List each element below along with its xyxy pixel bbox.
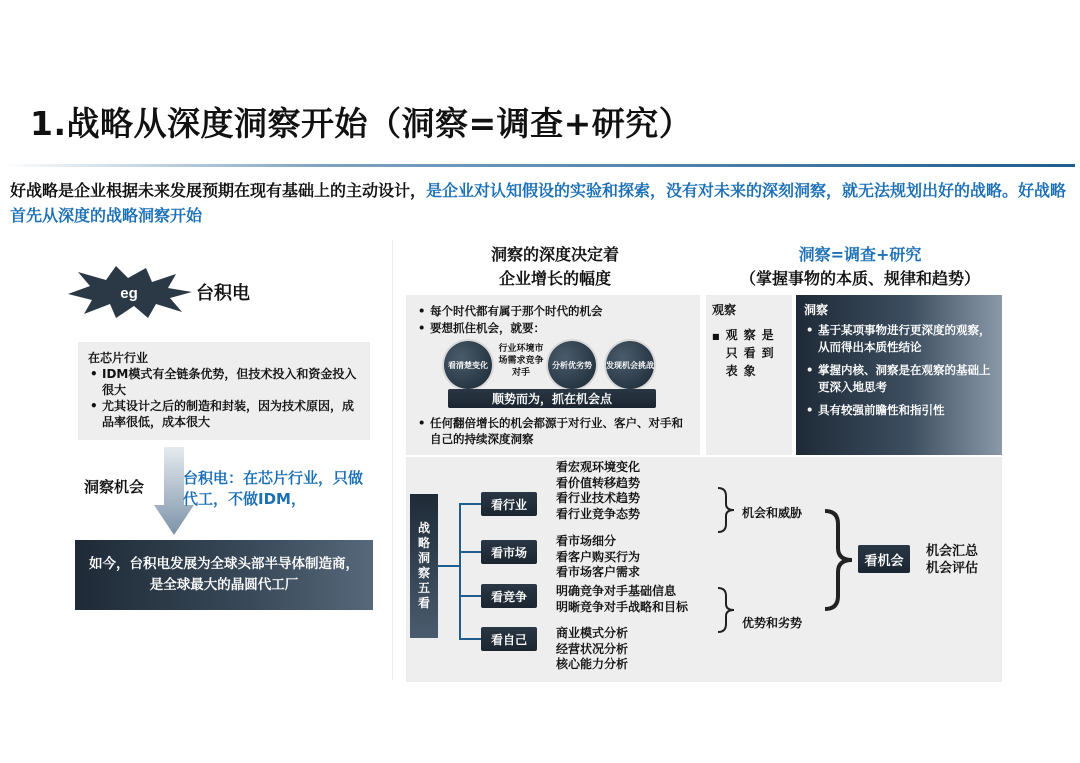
middle-heading-line1: 洞察的深度决定着 bbox=[490, 245, 619, 264]
list-item: 明晰竞争对手战略和目标 bbox=[556, 599, 689, 614]
observe-box bbox=[706, 295, 792, 455]
brace-icon bbox=[716, 586, 736, 634]
middle-bullets-bottom bbox=[416, 415, 694, 447]
circle-analyze: 分析优劣势 bbox=[548, 341, 596, 389]
chip-title: 在芯片行业 bbox=[88, 351, 149, 365]
summary-item: 机会汇总 bbox=[926, 544, 979, 559]
connector-line bbox=[459, 551, 481, 553]
look-opportunity-box: 看机会 bbox=[858, 545, 910, 573]
circle-discover: 发现机会挑战 bbox=[606, 341, 654, 389]
chip-industry-box bbox=[78, 342, 370, 440]
square-bullet-icon: ■ bbox=[712, 332, 720, 341]
category-self: 看自己 bbox=[481, 627, 537, 651]
page-title: 1.战略从深度洞察开始（洞察=调查+研究） bbox=[30, 104, 693, 143]
list-item: 看市场客户需求 bbox=[556, 565, 641, 579]
list-item: 经营状况分析 bbox=[556, 641, 629, 656]
insight-item: • 具有较强前瞻性和指引性 bbox=[804, 402, 994, 419]
seize-opportunity-bar: 顺势而为，抓在机会点 bbox=[448, 389, 656, 408]
competition-items bbox=[556, 584, 688, 615]
eg-starburst-icon bbox=[64, 264, 194, 320]
connector-line bbox=[438, 565, 460, 567]
large-brace-icon bbox=[822, 508, 856, 612]
insight-item: • 基于某项事物进行更深度的观察，从而得出本质性结论 bbox=[804, 322, 994, 356]
result-box: 如今，台积电发展为全球头部半导体制造商，是全球最大的晶圆代工厂 bbox=[75, 540, 373, 610]
list-item: 看行业技术趋势 bbox=[556, 491, 641, 505]
intro-paragraph bbox=[10, 178, 1070, 228]
column-divider bbox=[392, 240, 393, 680]
self-items bbox=[556, 626, 628, 673]
middle-bullet: • 要想抓住机会，就要： bbox=[416, 320, 603, 337]
list-item: 商业模式分析 bbox=[556, 626, 629, 640]
list-item: 看行业竞争态势 bbox=[556, 506, 641, 521]
category-competition: 看竞争 bbox=[481, 584, 537, 608]
title-divider bbox=[0, 164, 1075, 167]
connector-line bbox=[459, 503, 481, 505]
connector-line bbox=[459, 503, 461, 639]
chip-item: • 尤其设计之后的制造和封装，因为技术原因，成品率很低，成本很大 bbox=[88, 398, 360, 430]
list-item: 看价值转移趋势 bbox=[556, 475, 641, 490]
right-heading-line1: 洞察=调查+研究 bbox=[798, 245, 922, 264]
list-item: 看客户购买行为 bbox=[556, 549, 641, 564]
right-heading-line2: （掌握事物的本质、规律和趋势） bbox=[739, 269, 980, 288]
brace-icon bbox=[716, 486, 736, 534]
category-industry: 看行业 bbox=[481, 492, 537, 516]
middle-bullets-top bbox=[416, 303, 603, 337]
insight-item: • 掌握内核、洞察是在观察的基础上更深入地思考 bbox=[804, 362, 994, 396]
strength-weakness-label: 优势和劣势 bbox=[742, 616, 803, 630]
list-item: 核心能力分析 bbox=[556, 657, 629, 671]
intro-part3: 好战略首先从深度的战略洞察开始 bbox=[10, 181, 1067, 225]
list-item: 看宏观环境变化 bbox=[556, 460, 641, 474]
category-market: 看市场 bbox=[481, 540, 537, 564]
middle-box bbox=[406, 295, 700, 455]
middle-bullet: • 任何翻倍增长的机会都源于对行业、客户、对手和自己的持续深度洞察 bbox=[416, 415, 694, 447]
middle-heading-line2: 企业增长的幅度 bbox=[498, 269, 611, 288]
five-looks-label: 战略洞察五看 bbox=[410, 494, 438, 638]
connector-line bbox=[459, 638, 481, 640]
middle-bullet: • 每个时代都有属于那个时代的机会 bbox=[416, 303, 603, 320]
observe-title: 观察 bbox=[712, 303, 737, 317]
company-name: 台积电 bbox=[196, 283, 250, 304]
list-item: 看市场细分 bbox=[556, 534, 617, 548]
intro-part2: 是企业对认知假设的实验和探索，没有对未来的深刻洞察，就无法规划出好的战略。 bbox=[426, 181, 1019, 200]
connector-line bbox=[459, 595, 481, 597]
middle-heading bbox=[420, 243, 690, 291]
market-items bbox=[556, 534, 640, 581]
industry-items bbox=[556, 460, 640, 522]
insight-title: 洞察 bbox=[804, 303, 829, 317]
eg-label: eg bbox=[120, 285, 138, 302]
observe-item: ■ 观察是只看到表象 bbox=[712, 328, 780, 378]
opportunity-threat-label: 机会和威胁 bbox=[742, 506, 803, 520]
insight-box bbox=[796, 295, 1002, 455]
insight-label: 洞察机会 bbox=[84, 478, 145, 496]
summary-item: 机会评估 bbox=[926, 561, 979, 576]
chip-item: • IDM模式有全链条优势，但技术投入和资金投入很大 bbox=[88, 366, 360, 398]
intro-part1: 好战略是企业根据未来发展预期在现有基础上的主动设计， bbox=[10, 181, 427, 200]
circle-see-change: 看清楚变化 bbox=[444, 341, 492, 389]
circle-middle-text: 行业环境市场需求竞争对手 bbox=[498, 344, 544, 378]
list-item: 明确竞争对手基础信息 bbox=[556, 584, 677, 598]
insight-list bbox=[804, 322, 994, 419]
opportunity-summary bbox=[926, 543, 978, 577]
right-heading bbox=[705, 243, 1015, 291]
insight-text: 台积电：在芯片行业，只做代工，不做IDM， bbox=[183, 469, 364, 508]
